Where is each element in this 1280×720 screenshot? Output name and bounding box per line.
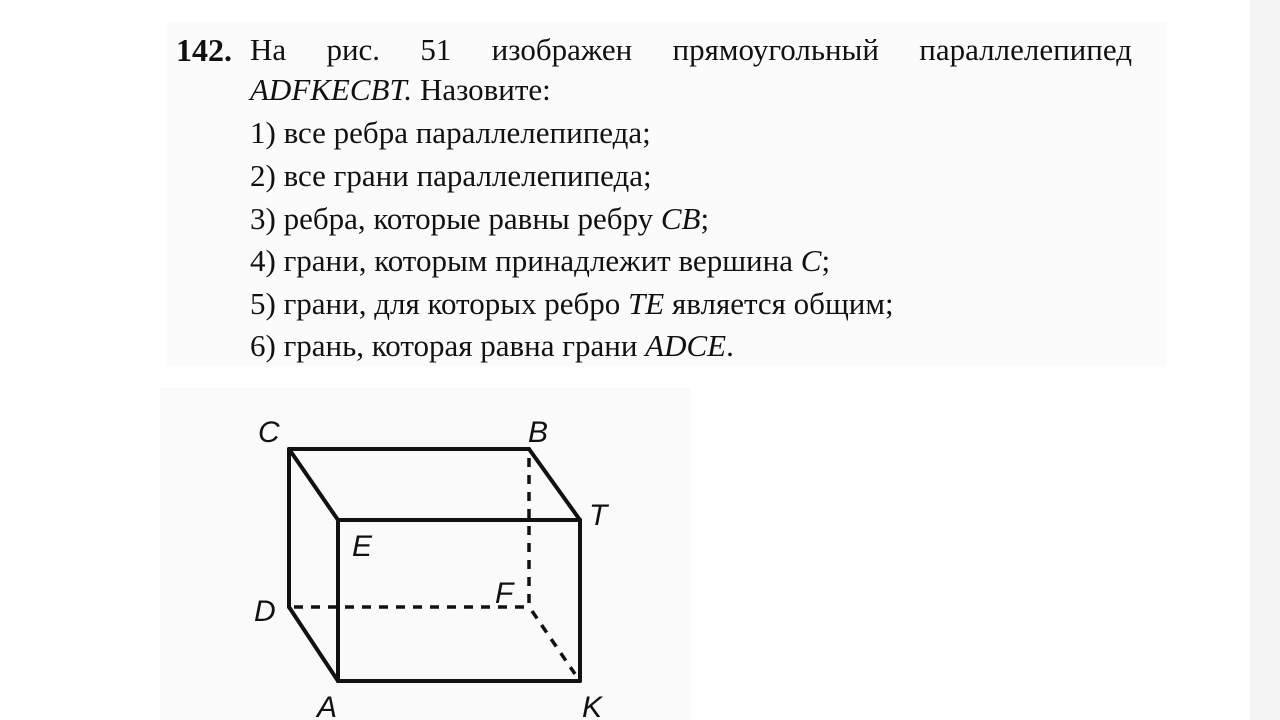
question-item-4: [250, 241, 830, 281]
question-item-5-edge-name: TE: [628, 286, 665, 321]
question-item-6-text: 6) грань, которая равна грани: [250, 328, 646, 363]
vertex-label-e: E: [352, 530, 373, 563]
question-item-6-face-name: ADCE: [645, 328, 727, 363]
question-item-3-text: 3) ребра, которые равны ребру: [250, 201, 661, 236]
vertex-label-d: D: [254, 595, 276, 628]
vertex-label-k: K: [582, 691, 603, 720]
question-item-5: [250, 284, 894, 324]
vertex-label-t: T: [589, 499, 608, 532]
question-item-1-text: 1) все ребра параллелепипеда;: [250, 115, 651, 150]
problem-number: 142.: [176, 32, 232, 68]
vertex-label-a: A: [317, 691, 338, 720]
question-item-4-text: 4) грани, которым принадлежит вершина: [250, 243, 801, 278]
question-item-6: [250, 326, 734, 366]
statement-instruction: Назовите:: [412, 72, 551, 107]
question-item-5-text: 5) грани, для которых ребро: [250, 286, 629, 321]
problem-statement-line-1: На рис. 51 изображен прямоугольный параллелепипед: [250, 32, 1132, 67]
vertex-label-f: F: [495, 577, 514, 610]
question-item-4-vertex-name: C: [800, 243, 822, 278]
question-item-5-ending: является общим;: [664, 286, 894, 321]
question-item-2-text: 2) все грани параллелепипеда;: [250, 158, 652, 193]
problem-statement-line-2: [250, 70, 551, 110]
right-gutter: [1250, 0, 1280, 720]
question-item-3-edge-name: CB: [660, 201, 701, 236]
question-item-3-ending: ;: [700, 201, 710, 236]
vertex-label-c: C: [258, 416, 280, 449]
parallelepiped-name: ADFKECBT.: [250, 72, 413, 107]
question-item-2: [250, 156, 652, 196]
question-item-4-ending: ;: [821, 243, 831, 278]
question-item-1: [250, 113, 651, 153]
question-item-3: [250, 199, 709, 239]
figure-region-background: [160, 388, 690, 720]
question-item-6-ending: .: [726, 328, 734, 363]
vertex-label-b: B: [528, 416, 549, 449]
